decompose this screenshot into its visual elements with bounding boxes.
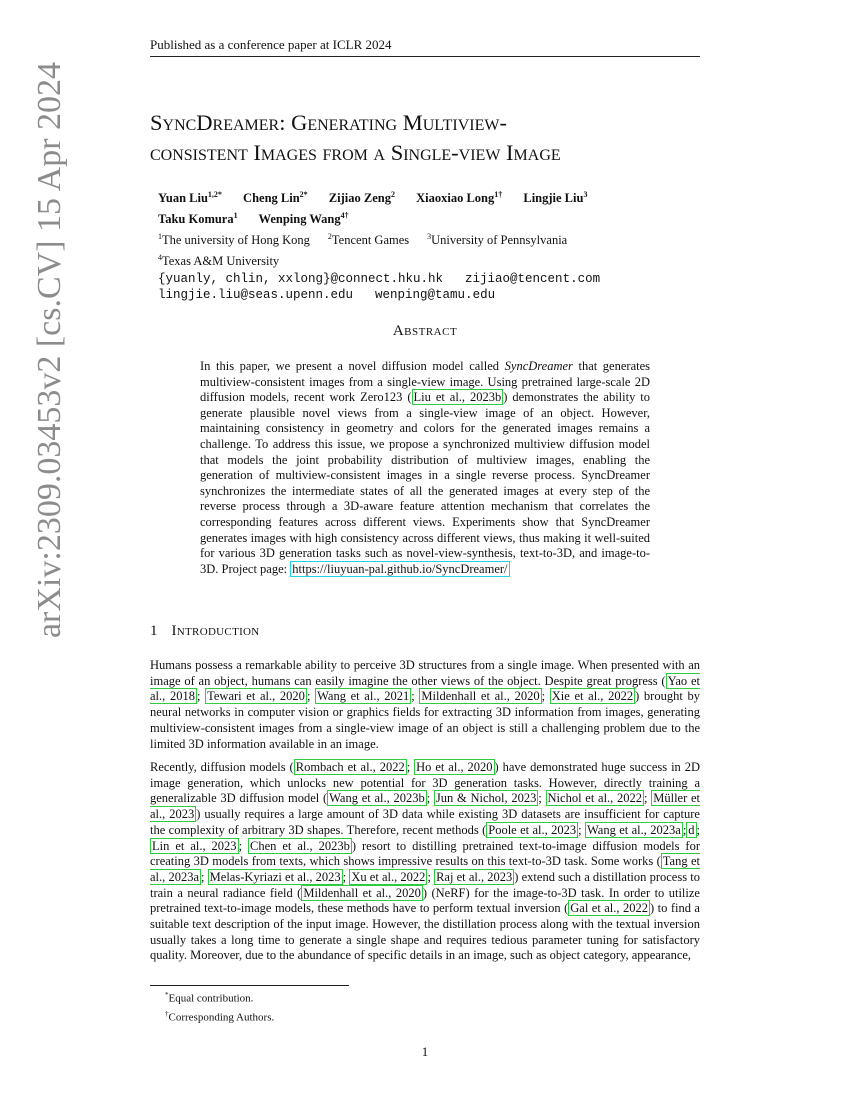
intro-paragraph-1: Humans possess a remarkable ability to perceive 3D structures from a single image. When presented with an image of an object, humans can easily imagine the other views of the object. Despite great progress ( Yao et al., 2018 ; Tewari et al., 2020 ; Wang et al., 2021 ; Mildenhall et al., 2020 ; Xie et al., 2022 ) brought by neural networks in computer vision or graphics fields for extracting 3D information from images, generating multiview-consistent images from a single-view image of an object is still a challenging problem due to the limited 3D information available in an image. xyxy=(150,658,700,751)
title-line-1: SyncDreamer: Generating Multiview- xyxy=(150,110,507,135)
citation-link[interactable]: Wang et al., 2023b xyxy=(329,791,425,806)
citation-link[interactable]: Rombach et al., 2022 xyxy=(295,760,405,774)
affiliation-hku: The university of Hong Kong xyxy=(162,233,310,248)
page-number: 1 xyxy=(421,1044,429,1059)
footnote-corresponding-authors: †Corresponding Authors. xyxy=(165,1009,275,1024)
citation-link[interactable]: Yao et al., 2018 xyxy=(150,673,700,704)
affiliation-line-2: $^4$Texas A&M University xyxy=(158,253,280,269)
email-upenn: lingjie.liu@seas.upenn.edu xyxy=(158,287,354,302)
author-line-1 xyxy=(158,186,718,207)
citation-link[interactable]: Wang et al., 2023a xyxy=(587,822,681,837)
citation-link[interactable]: Tang et al., 2023a xyxy=(150,854,700,884)
citation-link[interactable]: d xyxy=(688,822,695,837)
citation-link[interactable]: Gal et al., 2022 xyxy=(570,901,648,916)
authors-block xyxy=(158,186,718,303)
citation-link[interactable]: Xie et al., 2022 xyxy=(551,689,634,704)
affiliation-tencent: Tencent Games xyxy=(331,233,410,248)
citation-link[interactable]: Wang et al., 2021 xyxy=(317,689,410,704)
author-name: Taku Komura$^1$ xyxy=(158,211,238,227)
citation-link[interactable]: Jun & Nichol, 2023 xyxy=(435,791,537,806)
citation-link[interactable]: Müller et al., 2023 xyxy=(150,791,701,822)
email-tencent: zijiao@tencent.com xyxy=(465,271,601,286)
section-title: Introduction xyxy=(171,623,260,639)
author-name: Lingjie Liu$^3$ xyxy=(523,190,588,206)
footnotes xyxy=(165,988,274,1025)
author-line-2 xyxy=(158,207,718,228)
citation-link[interactable]: Xu et al., 2022 xyxy=(351,869,426,884)
arxiv-stamp: arXiv:2309.03453v2 [cs.CV] 15 Apr 2024 xyxy=(31,61,68,639)
footnote-rule xyxy=(150,985,349,986)
citation-link[interactable]: Chen et al., 2023b xyxy=(250,838,350,853)
email-line-2 xyxy=(158,287,718,303)
affiliation-upenn: University of Pennsylvania xyxy=(431,233,568,248)
citation-link[interactable]: Mildenhall et al., 2020 xyxy=(421,689,540,704)
model-name-emphasis: SyncDreamer xyxy=(504,359,573,373)
citation-link[interactable]: Raj et al., 2023 xyxy=(436,869,513,884)
citation-link[interactable]: Poole et al., 2023 xyxy=(488,822,577,837)
section-number: 1 xyxy=(150,623,158,639)
affiliation-line-1: $^1$The university of Hong Kong $^2$Tencent Games $^3$University of Pennsylvania xyxy=(158,232,568,248)
footnote-equal-contribution: *Equal contribution. xyxy=(165,991,254,1005)
abstract-body: In this paper, we present a novel diffusion model called SyncDreamer that generates multiview-consistent images from a single-view image. Using pretrained large-scale 2D diffusion models, recent work Zero123 ( Liu et al., 2023b ) demonstrates the ability to generate plausible novel views from a single-view image of an object. However, maintaining consistency in geometry and colors for the generated images remains a challenge. To address this issue, we propose a synchronized multiview diffusion model that models the joint probability distribution of multiview images, enabling the generation of multiview-consistent images in a single reverse process. SyncDreamer synchronizes the intermediate states of all the generated images at every step of the reverse process through a 3D-aware feature attention mechanism that correlates the corresponding features across different views. Experiments show that SyncDreamer generates images with high consistency across different views, thus making it well-suited for various 3D generation tasks such as novel-view-synthesis, text-to-3D, and image-to-3D. Project page: https://liuyuan-pal.github.io/SyncDreamer/ xyxy=(200,359,651,576)
citation-link[interactable]: Lin et al., 2023 xyxy=(152,838,237,853)
running-header: Published as a conference paper at ICLR 2024 xyxy=(150,37,700,57)
citation-link[interactable]: Nichol et al., 2022 xyxy=(547,791,643,806)
author-name: Yuan Liu$^{1,2*}$ xyxy=(158,190,222,206)
email-line-1 xyxy=(158,271,718,287)
title-line-2: consistent Images from a Single-view Image xyxy=(150,140,561,165)
author-name: Zijiao Zeng$^2$ xyxy=(328,190,395,206)
citation-link[interactable]: Tewari et al., 2020 xyxy=(207,689,305,704)
author-name: Xiaoxiao Long$^{1\dagger}$ xyxy=(416,190,503,206)
project-page-link[interactable]: https://liuyuan-pal.github.io/SyncDreamer/ xyxy=(292,561,508,576)
email-hku: {yuanly, chlin, xxlong}@connect.hku.hk xyxy=(158,271,444,286)
section-heading-introduction xyxy=(150,623,260,640)
paper-title xyxy=(150,108,710,168)
citation-link[interactable]: Mildenhall et al., 2020 xyxy=(303,885,421,900)
abstract-heading: Abstract xyxy=(392,323,458,339)
affiliation-tamu: Texas A&M University xyxy=(162,254,280,269)
email-tamu: wenping@tamu.edu xyxy=(375,287,496,302)
citation-link[interactable]: Ho et al., 2020 xyxy=(416,760,493,774)
author-name: Cheng Lin$^{2*}$ xyxy=(243,190,308,206)
citation-link[interactable]: Melas-Kyriazi et al., 2023 xyxy=(209,869,341,884)
intro-paragraph-2: Recently, diffusion models ( Rombach et al., 2022 ; Ho et al., 2020 ) have demonstrated huge success in 2D image generation, which unlocks new potential for 3D generation tasks. However, directly training a generalizable 3D diffusion model ( Wang et al., 2023b ; Jun & Nichol, 2023 ; Nichol et al., 2022 ; Müller et al., 2023 ) usually requires a large amount of 3D data while existing 3D datasets are insufficient for capture the complexity of arbitrary 3D shapes. Therefore, recent methods ( Poole et al., 2023 ; Wang et al., 2023a ; d ; Lin et al., 2023 ; Chen et al., 2023b ) resort to distilling pretrained text-to-image diffusion models for creating 3D models from texts, which shows impressive results on this text-to-3D task. Some works ( Tang et al., 2023a ; Melas-Kyriazi et al., 2023 ; Xu et al., 2022 ; Raj et al., 2023 ) extend such a distillation process to train a neural radiance field ( Mildenhall et al., 2020 ) (NeRF) for the image-to-3D task. In order to utilize pretrained text-to-image models, these methods have to perform textual inversion ( Gal et al., 2022 ) to find a suitable text description of the input image. However, the distillation process along with the textual inversion usually takes a long time to generate a single shape and requires tedious parameter tuning for satisfactory quality. Moreover, due to the abundance of specific details in an image, such as object category, appearance, xyxy=(150,760,701,963)
citation-link[interactable]: Liu et al., 2023b xyxy=(413,390,502,405)
author-name: Wenping Wang$^{4\dagger}$ xyxy=(258,211,349,227)
